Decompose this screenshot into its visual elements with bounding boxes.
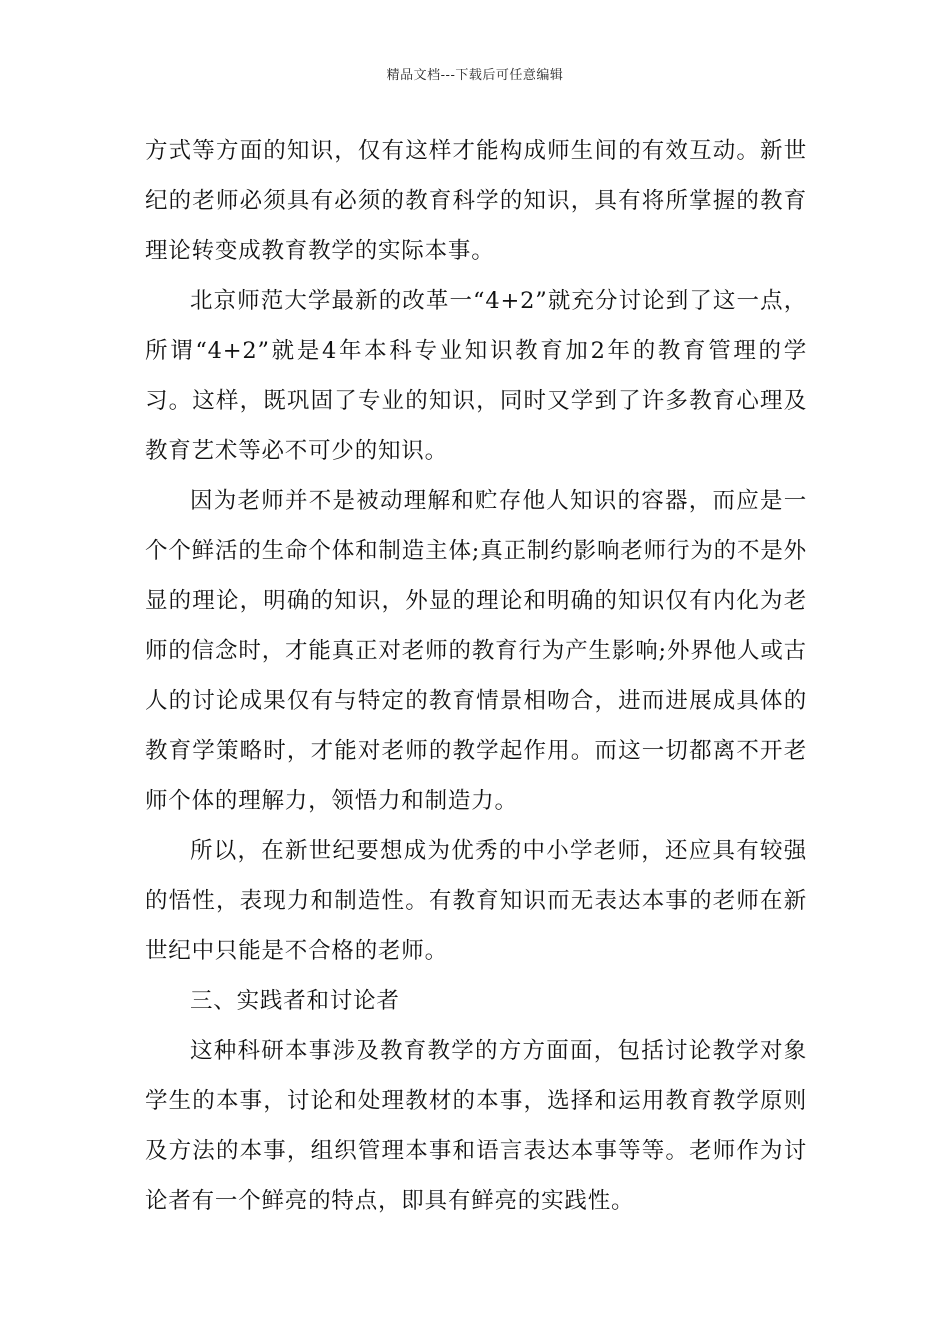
paragraph: 这种科研本事涉及教育教学的方方面面，包括讨论教学对象学生的本事，讨论和处理教材的本事，选择和运用教育教学原则及方法的本事，组织管理本事和语言表达本事等等。老师作为讨论者有一个鲜亮的特点，即具有鲜亮的实践性。 [145, 1038, 807, 1214]
paragraph: 因为老师并不是被动理解和贮存他人知识的容器，而应是一个个鲜活的生命个体和制造主体;真正制约影响老师行为的不是外显的理论，明确的知识，外显的理论和明确的知识仅有内化为老师的信念时，才能真正对老师的教育行为产生影响;外界他人或古人的讨论成果仅有与特定的教育情景相吻合，进而进展成具体的教育学策略时，才能对老师的教学起作用。而这一切都离不开老师个体的理解力，领悟力和制造力。 [145, 488, 807, 814]
document-body [145, 126, 807, 1226]
section-heading: 三、实践者和讨论者 [190, 988, 400, 1014]
page-header: 精品文档---下载后可任意编辑 [386, 68, 564, 83]
paragraph: 北京师范大学最新的改革一“4+2”就充分讨论到了这一点，所谓“4+2”就是4年本科专业知识教育加2年的教育管理的学习。这样，既巩固了专业的知识，同时又学到了许多教育心理及教育艺术等必不可少的知识。 [145, 288, 807, 464]
paragraph: 所以，在新世纪要想成为优秀的中小学老师，还应具有较强的悟性，表现力和制造性。有教育知识而无表达本事的老师在新世纪中只能是不合格的老师。 [145, 838, 807, 964]
paragraph: 方式等方面的知识，仅有这样才能构成师生间的有效互动。新世纪的老师必须具有必须的教育科学的知识，具有将所掌握的教育理论转变成教育教学的实际本事。 [145, 138, 807, 264]
